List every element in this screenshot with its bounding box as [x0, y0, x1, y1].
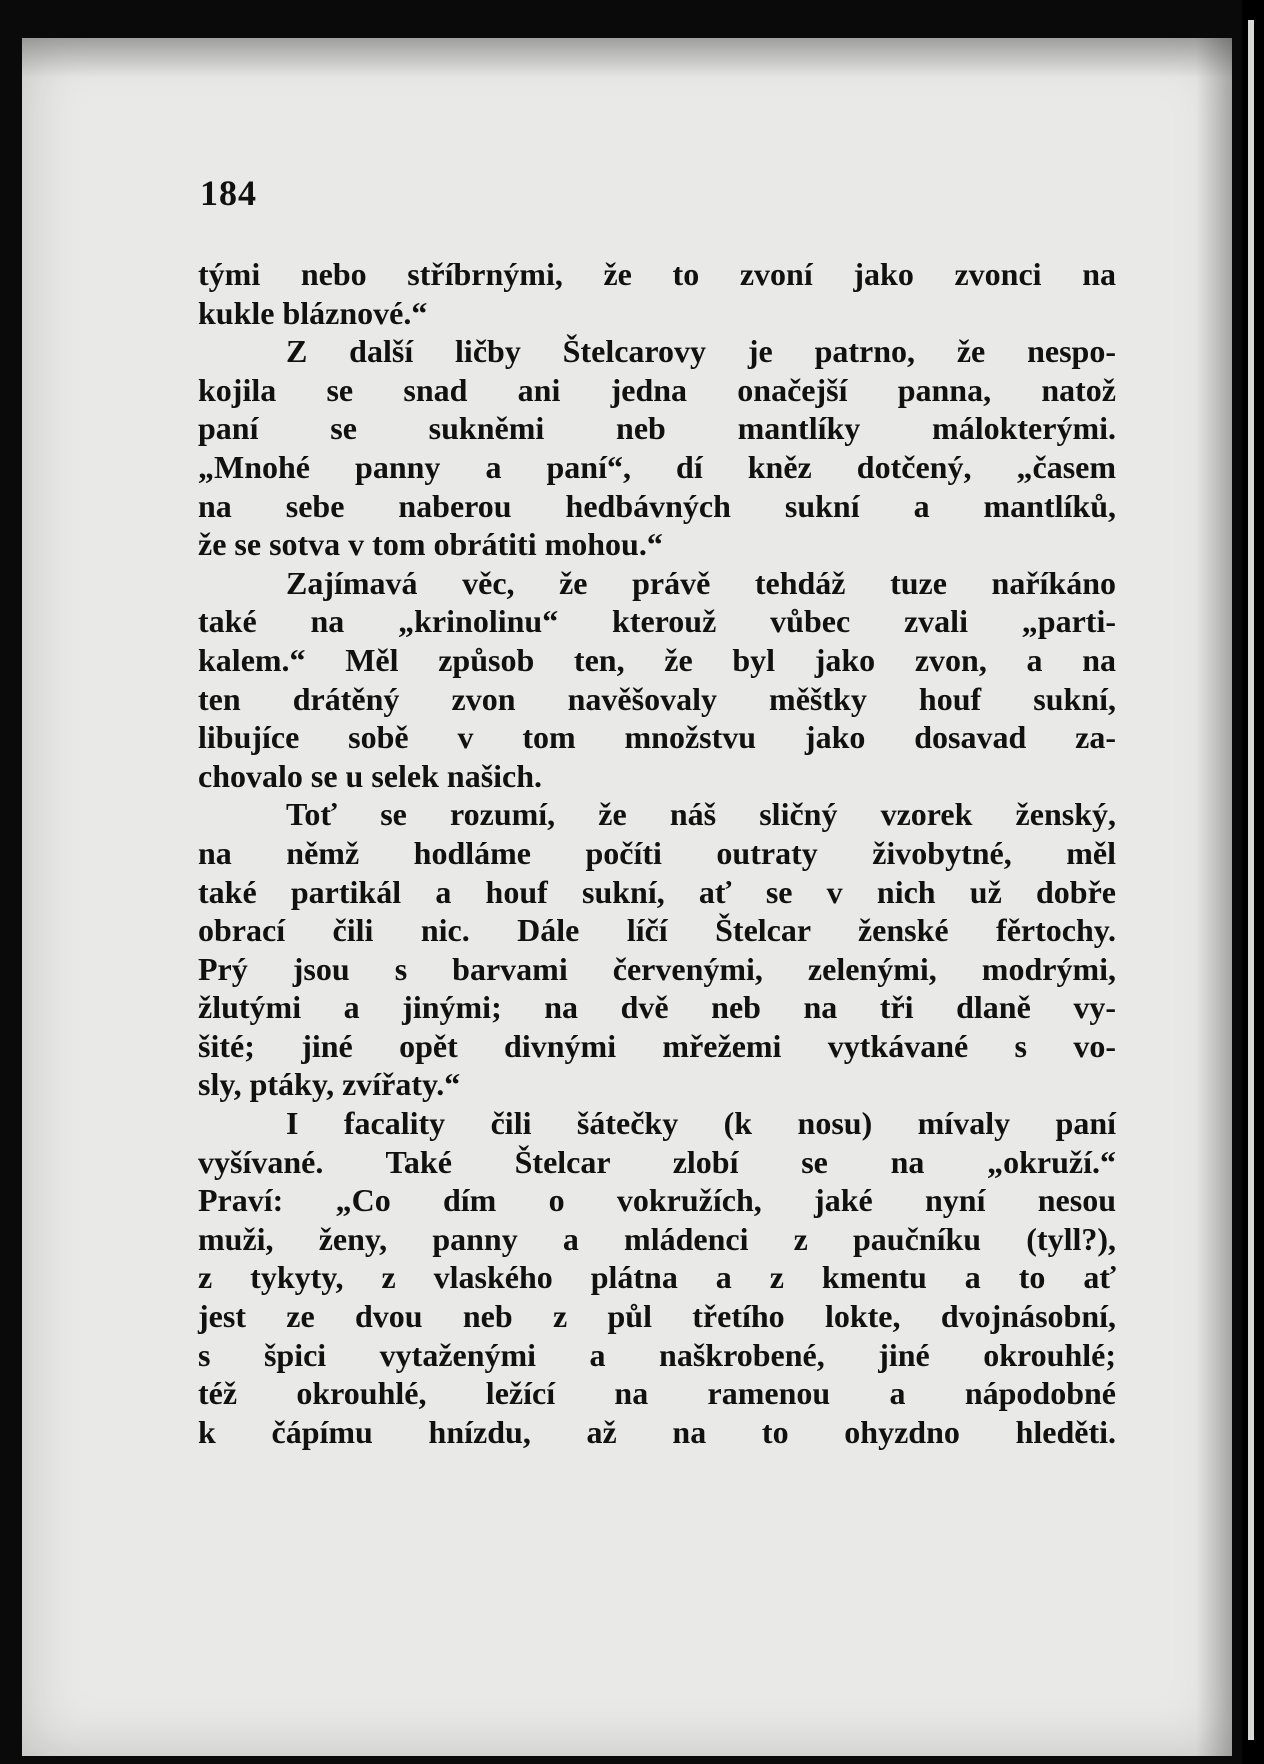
- text-line: též okrouhlé, ležící na ramenou a nápodobné: [198, 1375, 1116, 1412]
- text-line: s špici vytaženými a naškrobené, jiné okrouhlé;: [198, 1336, 1116, 1373]
- text-line: Toť se rozumí, že náš sličný vzorek ženský,: [286, 796, 1116, 833]
- text-line: na sebe naberou hedbávných sukní a mantlíků,: [198, 487, 1116, 524]
- page-edge-shadow: [1196, 38, 1232, 1756]
- text-line: Praví: „Co dím o vokružích, jaké nyní nesou: [198, 1182, 1116, 1219]
- text-line: ten drátěný zvon navěšovaly měštky houf sukní,: [198, 680, 1116, 717]
- text-line: také na „krinolinu“ kterouž vůbec zvali „parti-: [198, 603, 1116, 640]
- text-line: šité; jiné opět divnými mřežemi vytkávané s vo-: [198, 1027, 1116, 1064]
- text-line: sly, ptáky, zvířaty.“: [198, 1066, 461, 1103]
- text-line: Zajímavá věc, že právě tehdáž tuze naříkáno: [286, 564, 1116, 601]
- text-line: jest ze dvou neb z půl třetího lokte, dvojnásobní,: [198, 1298, 1116, 1335]
- text-line: muži, ženy, panny a mládenci z paučníku (tyll?),: [198, 1220, 1116, 1257]
- text-line: chovalo se u selek našich.: [198, 757, 543, 794]
- text-line: kukle bláznové.“: [198, 294, 428, 331]
- body-text: [198, 255, 1116, 1451]
- text-line: k čápímu hnízdu, až na to ohyzdno hleděti.: [198, 1413, 1116, 1450]
- text-line: Prý jsou s barvami červenými, zelenými, modrými,: [198, 950, 1116, 987]
- text-line: Z další ličby Štelcarovy je patrno, že nespo-: [286, 333, 1116, 370]
- text-line: na němž hodláme počíti outraty živobytné, měl: [198, 834, 1116, 871]
- text-line: také partikál a houf sukní, ať se v nich už dobře: [198, 873, 1116, 910]
- page-number: 184: [200, 173, 257, 213]
- text-line: „Mnohé panny a paní“, dí kněz dotčený, „časem: [198, 448, 1116, 485]
- text-line: kojila se snad ani jedna onačejší panna, natož: [198, 371, 1116, 408]
- text-line: obrací čili nic. Dále líčí Štelcar ženské fěrtochy.: [198, 912, 1116, 949]
- text-line: z tykyty, z vlaského plátna a z kmentu a to ať: [198, 1259, 1116, 1296]
- text-line: kalem.“ Měl způsob ten, že byl jako zvon, a na: [198, 641, 1116, 678]
- text-line: tými nebo stříbrnými, že to zvoní jako zvonci na: [198, 256, 1116, 292]
- text-line: že se sotva v tom obrátiti mohou.“: [198, 526, 663, 563]
- text-line: libujíce sobě v tom množstvu jako dosavad za-: [198, 719, 1116, 756]
- text-line: paní se sukněmi neb mantlíky málokterými.: [198, 410, 1116, 447]
- adjacent-page-edge: [1242, 0, 1264, 1764]
- text-line: I facality čili šátečky (k nosu) mívaly paní: [286, 1105, 1116, 1142]
- text-line: žlutými a jinými; na dvě neb na tři dlaně vy-: [198, 989, 1116, 1026]
- text-line: vyšívané. Také Štelcar zlobí se na „okruží.“: [198, 1143, 1116, 1180]
